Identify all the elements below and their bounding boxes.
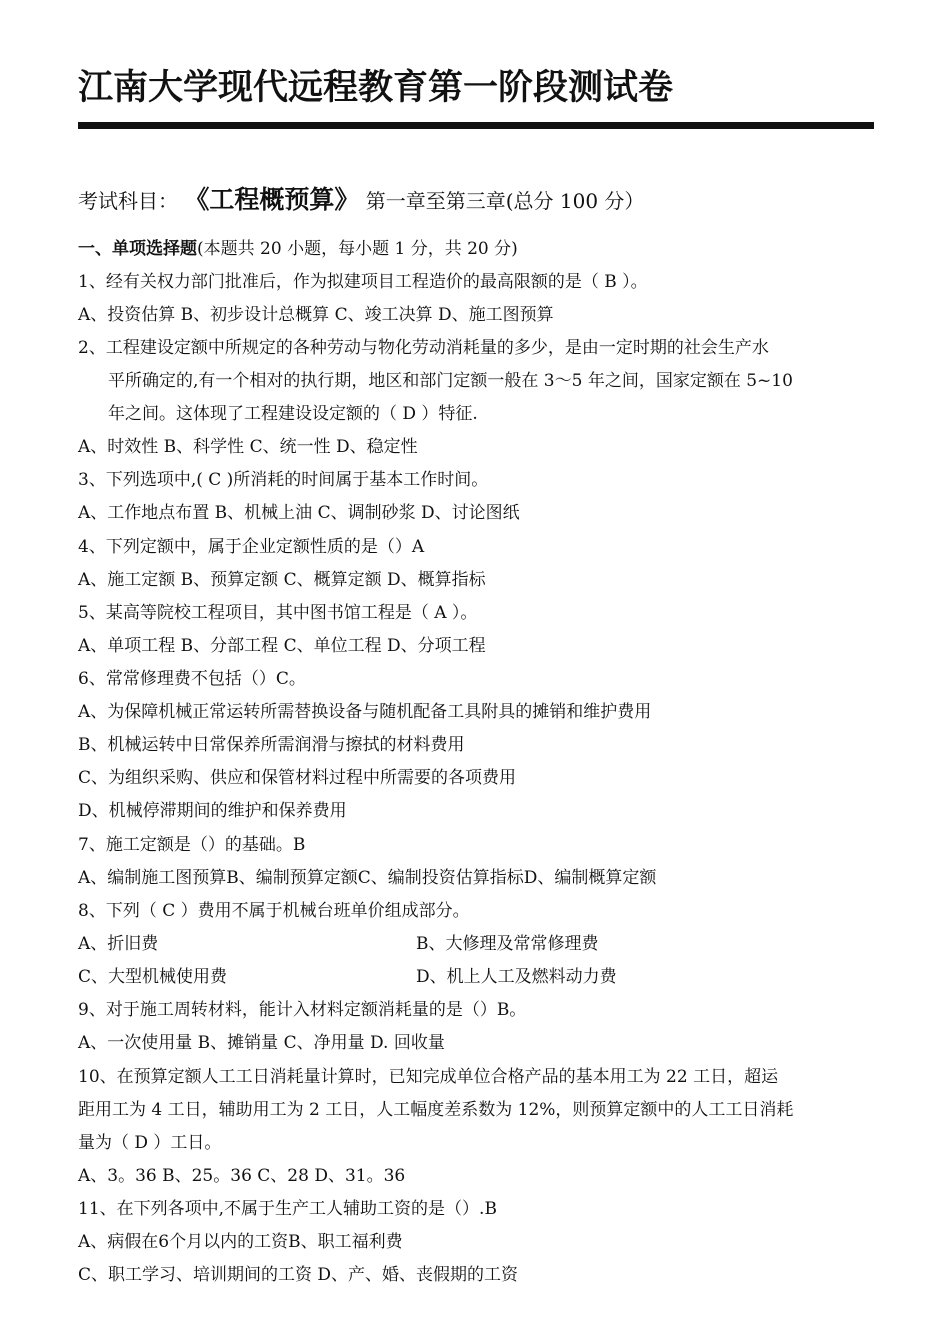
option-line: A、单项工程 B、分部工程 C、单位工程 D、分项工程 <box>78 636 486 656</box>
option-line: A、时效性 B、科学性 C、统一性 D、稳定性 <box>78 437 418 457</box>
option-line: C、为组织采购、供应和保管材料过程中所需要的各项费用 <box>78 768 517 788</box>
page-title: 江南大学现代远程教育第一阶段测试卷 <box>78 68 674 108</box>
subject-name: 《工程概预算》 <box>184 185 360 214</box>
question-line: 2、工程建设定额中所规定的各种劳动与物化劳动消耗量的多少，是由一定时期的社会生产水 <box>78 338 769 358</box>
option-line: A、3。36 B、25。36 C、28 D、31。36 <box>78 1166 406 1186</box>
exam-subject <box>78 180 644 216</box>
question-line: 6、常常修理费不包括（）C。 <box>78 669 306 689</box>
section-title: 一、单项选择题 <box>78 239 197 259</box>
option-line: A、病假在6个月以内的工资B、职工福利费 <box>78 1232 403 1252</box>
option-row <box>78 929 599 954</box>
question-line: 5、某高等院校工程项目，其中图书馆工程是（ A ）。 <box>78 603 478 623</box>
option-c: C、大型机械使用费 <box>78 967 228 987</box>
question-line: 10、在预算定额人工工日消耗量计算时，已知完成单位合格产品的基本用工为 22 工日，超运 <box>78 1067 779 1087</box>
section-heading <box>78 234 518 259</box>
option-line: A、投资估算 B、初步设计总概算 C、竣工决算 D、施工图预算 <box>78 305 554 325</box>
question-line: 1、经有关权力部门批准后，作为拟建项目工程造价的最高限额的是（ B ）。 <box>78 272 648 292</box>
question-line: 距用工为 4 工日，辅助用工为 2 工日，人工幅度差系数为 12%，则预算定额中的人工工日消耗 <box>78 1100 794 1120</box>
option-line: D、机械停滞期间的维护和保养费用 <box>78 801 347 821</box>
option-line: A、编制施工图预算B、编制预算定额C、编制投资估算指标D、编制概算定额 <box>78 868 657 888</box>
question-line: 3、下列选项中,( C )所消耗的时间属于基本工作时间。 <box>78 470 489 490</box>
option-d: D、机上人工及燃料动力费 <box>416 967 617 987</box>
subject-scope: 第一章至第三章(总分 100 分） <box>365 189 645 213</box>
question-line: 8、下列（ C ）费用不属于机械台班单价组成部分。 <box>78 901 470 921</box>
question-line: 11、在下列各项中,不属于生产工人辅助工资的是（）.B <box>78 1199 497 1219</box>
question-line: 7、施工定额是（）的基础。B <box>78 835 306 855</box>
option-line: A、施工定额 B、预算定额 C、概算定额 D、概算指标 <box>78 570 486 590</box>
option-row <box>78 962 617 987</box>
question-line: 4、下列定额中，属于企业定额性质的是（）A <box>78 537 425 557</box>
question-line: 平所确定的,有一个相对的执行期，地区和部门定额一般在 3～5 年之间，国家定额在 5~10 <box>108 371 793 391</box>
subject-label: 考试科目： <box>78 189 178 213</box>
option-b: B、大修理及常常修理费 <box>416 934 599 954</box>
option-line: A、一次使用量 B、摊销量 C、净用量 D. 回收量 <box>78 1033 445 1053</box>
option-line: C、职工学习、培训期间的工资 D、产、婚、丧假期的工资 <box>78 1265 519 1285</box>
title-divider <box>78 122 874 129</box>
option-line: A、为保障机械正常运转所需替换设备与随机配备工具附具的摊销和维护费用 <box>78 702 652 722</box>
question-line: 年之间。这体现了工程建设设定额的（ D ）特征. <box>108 404 478 424</box>
option-line: B、机械运转中日常保养所需润滑与擦拭的材料费用 <box>78 735 465 755</box>
question-line: 量为（ D ）工日。 <box>78 1133 222 1153</box>
section-note: (本题共 20 小题，每小题 1 分，共 20 分) <box>197 239 518 259</box>
option-line: A、工作地点布置 B、机械上油 C、调制砂浆 D、讨论图纸 <box>78 503 520 523</box>
question-line: 9、对于施工周转材料，能计入材料定额消耗量的是（）B。 <box>78 1000 527 1020</box>
option-a: A、折旧费 <box>78 934 159 954</box>
